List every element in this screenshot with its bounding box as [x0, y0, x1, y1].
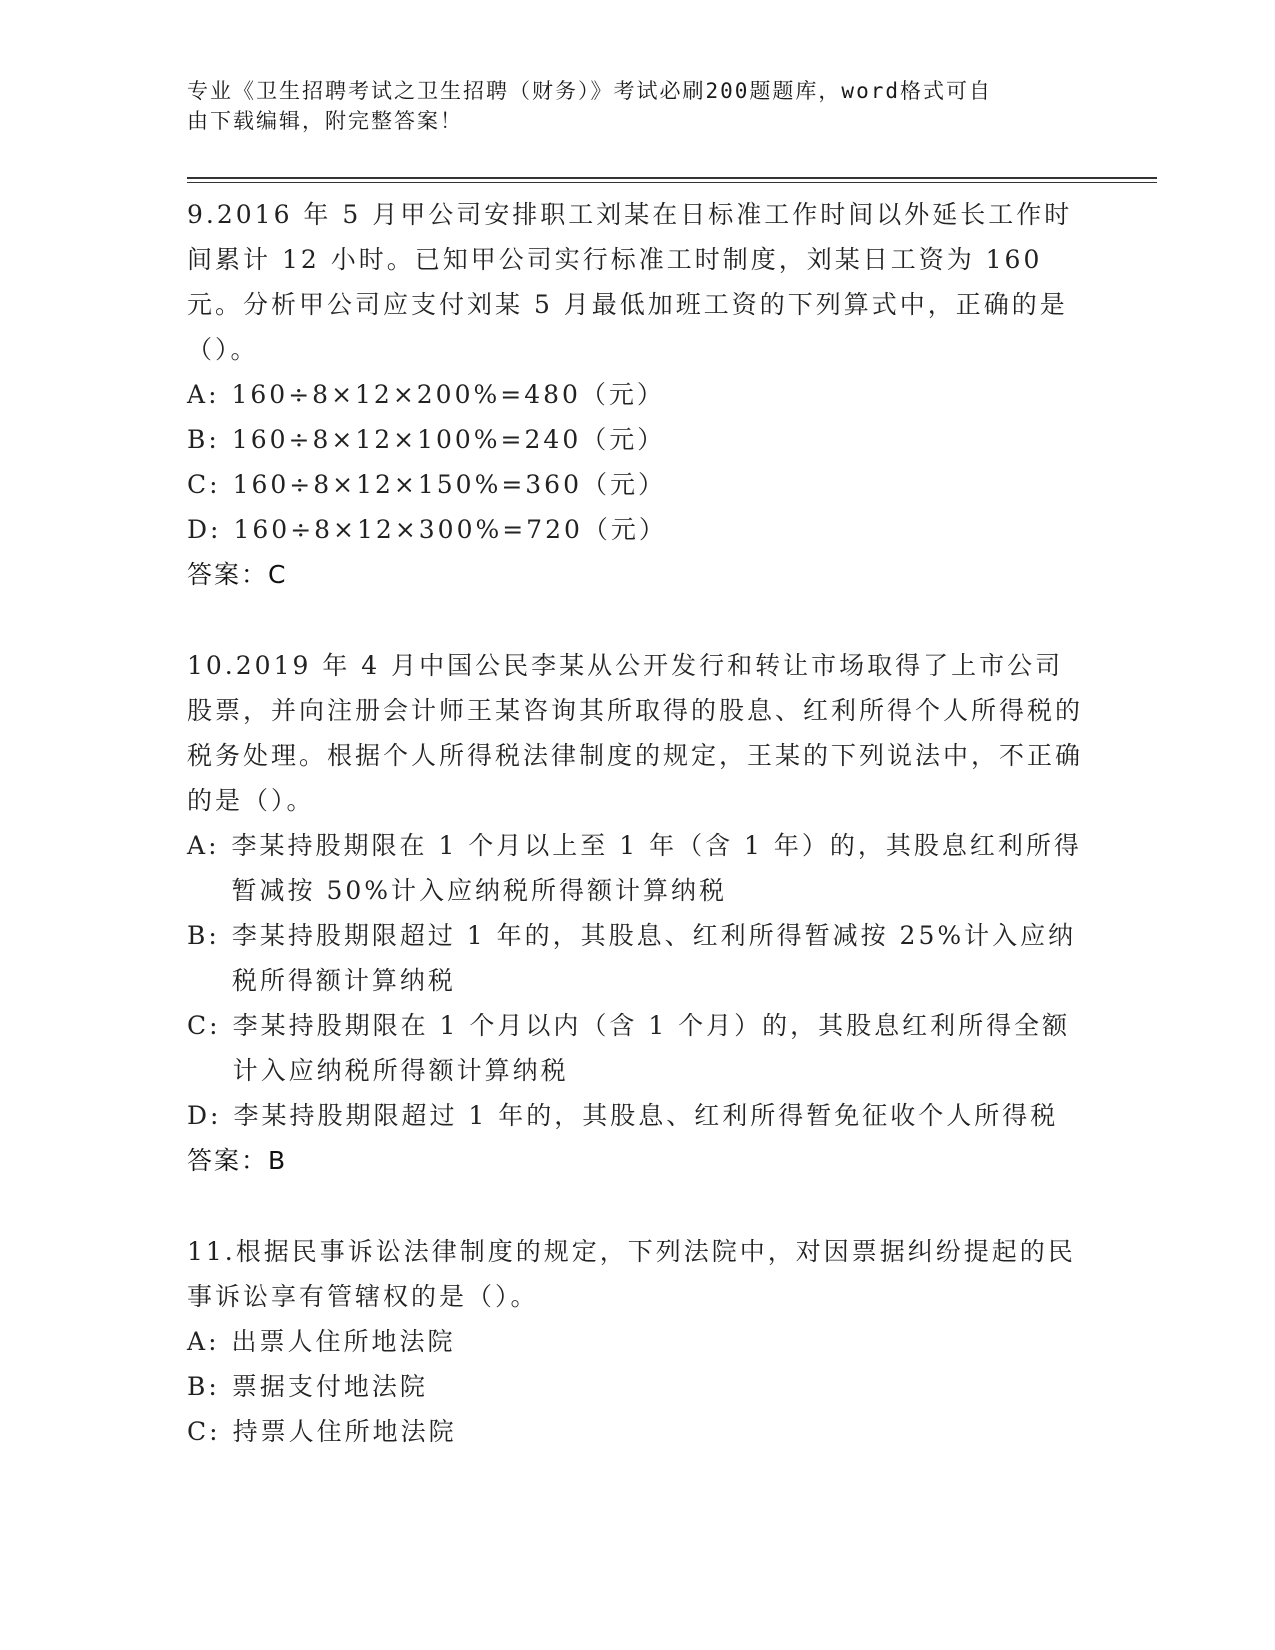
option-letter: C: [187, 1417, 210, 1446]
question-stem: 11.根据民事诉讼法律制度的规定，下列法院中，对因票据纠纷提起的民事诉讼享有管辖权的是（）。: [187, 1237, 1076, 1311]
option-letter: B: [187, 921, 209, 950]
option-letter: C: [187, 470, 210, 499]
option-text: 李某持股期限在 1 个月以上至 1 年（含 1 年）的，其股息红利所得暂减按 50%计入应纳税所得额计算纳税: [231, 831, 1082, 905]
option-letter: C: [187, 1011, 210, 1040]
option-d: D : 李某持股期限超过 1 年的，其股息、红利所得暂免征收个人所得税: [187, 1093, 1087, 1138]
option-letter: A: [187, 380, 209, 409]
question-9: [187, 192, 1087, 597]
header-line-1: 专业《卫生招聘考试之卫生招聘（财务）》考试必刷200题题库，word格式可自: [187, 79, 992, 103]
option-text: 出票人住所地法院: [231, 1327, 456, 1356]
option-text: 160÷8×12×150%=360（元）: [232, 470, 666, 499]
option-text: 李某持股期限超过 1 年的，其股息、红利所得暂免征收个人所得税: [233, 1101, 1059, 1130]
option-b: B : 票据支付地法院: [187, 1364, 1087, 1409]
header-rule-thin: [187, 182, 1157, 183]
header-rule-thick: [187, 177, 1157, 179]
option-letter: B: [187, 425, 209, 454]
question-stem: 10.2019 年 4 月中国公民李某从公开发行和转让市场取得了上市公司股票，并向注册会计师王某咨询其所取得的股息、红利所得个人所得税的税务处理。根据个人所得税法律制度的规定，王某的下列说法中，不正确的是（）。: [187, 651, 1084, 815]
question-stem: 9.2016 年 5 月甲公司安排职工刘某在日标准工作时间以外延长工作时间累计 12 小时。已知甲公司实行标准工时制度，刘某日工资为 160 元。分析甲公司应支付刘某 5 月最低加班工资的下列算式中，正确的是（）。: [187, 200, 1073, 364]
option-d: D : 160÷8×12×300%=720（元）: [187, 507, 1087, 552]
option-a: A : 李某持股期限在 1 个月以上至 1 年（含 1 年）的，其股息红利所得暂减按 50%计入应纳税所得额计算纳税: [187, 823, 1087, 913]
option-c: C : 160÷8×12×150%=360（元）: [187, 462, 1087, 507]
option-letter: B: [187, 1372, 209, 1401]
option-c: C : 李某持股期限在 1 个月以内（含 1 个月）的，其股息红利所得全额计入应纳税所得额计算纳税: [187, 1003, 1087, 1093]
option-b: B : 160÷8×12×100%=240（元）: [187, 417, 1087, 462]
option-text: 160÷8×12×300%=720（元）: [233, 515, 667, 544]
option-letter: A: [187, 831, 209, 860]
answer-line: 答案：C: [187, 560, 288, 589]
option-a: A : 160÷8×12×200%=480（元）: [187, 372, 1087, 417]
option-text: 160÷8×12×200%=480（元）: [231, 380, 665, 409]
option-text: 李某持股期限超过 1 年的，其股息、红利所得暂减按 25%计入应纳税所得额计算纳税: [231, 921, 1077, 995]
document-header: [187, 76, 1067, 136]
option-letter: D: [187, 1101, 211, 1130]
option-text: 李某持股期限在 1 个月以内（含 1 个月）的，其股息红利所得全额计入应纳税所得额计算纳税: [232, 1011, 1071, 1085]
option-b: B : 李某持股期限超过 1 年的，其股息、红利所得暂减按 25%计入应纳税所得额计算纳税: [187, 913, 1087, 1003]
option-text: 票据支付地法院: [231, 1372, 428, 1401]
option-letter: A: [187, 1327, 209, 1356]
answer-line: 答案：B: [187, 1146, 288, 1175]
question-10: [187, 643, 1087, 1183]
option-letter: D: [187, 515, 211, 544]
option-text: 160÷8×12×100%=240（元）: [231, 425, 666, 454]
option-text: 持票人住所地法院: [232, 1417, 457, 1446]
header-line-2: 由下载编辑，附完整答案！: [187, 109, 463, 133]
option-a: A : 出票人住所地法院: [187, 1319, 1087, 1364]
option-c: C : 持票人住所地法院: [187, 1409, 1087, 1454]
question-list: [187, 192, 1087, 1500]
question-11: [187, 1229, 1087, 1454]
